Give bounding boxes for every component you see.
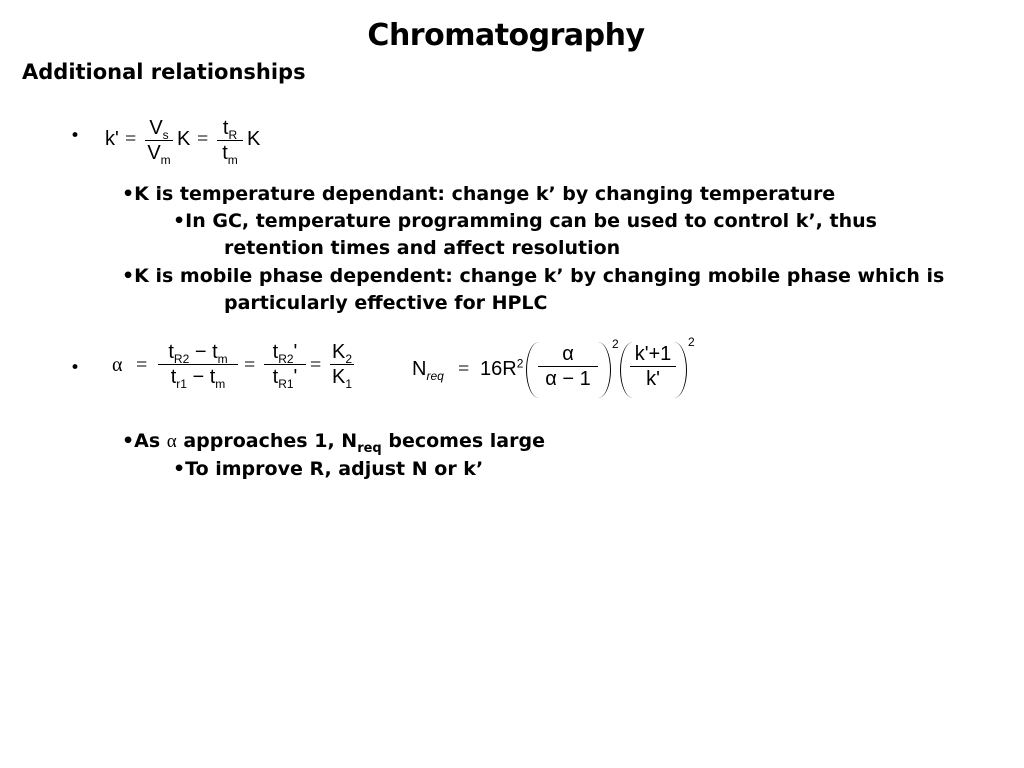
equation-k-prime: [105, 116, 275, 176]
slide-title: Chromatography: [367, 18, 645, 53]
equation-alpha: [112, 340, 362, 402]
eq2-equals-2: =: [244, 354, 256, 376]
note-alpha-approaches-one: •As α approaches 1, $N_{req}$ becomes large: [122, 430, 545, 456]
eq1-equals-2: =: [197, 128, 209, 150]
eq2-equals-3: =: [310, 354, 322, 376]
eq3-coefficient: $16R^2$: [480, 356, 524, 380]
equation-n-required: $N_{req}$ = $16R^2$ α α − 1 2 k'+1 k' 2: [412, 336, 712, 406]
eq3-paren-close-2: [674, 342, 687, 398]
section-heading: Additional relationships: [22, 60, 306, 84]
note-gc-programming: •In GC, temperature programming can be used to control k’, thus: [173, 210, 877, 232]
eq1-equals: =: [125, 128, 137, 150]
eq3-fraction-k: k'+1 k': [630, 342, 676, 391]
eq3-paren-close-1: [598, 342, 611, 398]
eq1-fraction-t: $t_R$ $t_m$: [217, 116, 243, 165]
note-k-mobile-phase: •K is mobile phase dependent: change k’ by changing mobile phase which is: [122, 265, 945, 287]
eq1-fraction-v: $V_s$ $V_m$: [145, 116, 173, 165]
eq2-fraction-c: $K_2$ $K_1$: [331, 341, 353, 391]
eq2-alpha: α: [112, 354, 123, 376]
eq3-n: $N_{req}$: [412, 358, 444, 383]
note-gc-programming-cont: retention times and affect resolution: [224, 237, 621, 259]
eq2-fraction-a: $t_{R2} - t_m$ $t_{r1} - t_m$: [158, 340, 238, 389]
bullet-1: •: [70, 126, 81, 146]
eq3-equals: =: [458, 358, 470, 380]
note-improve-resolution: •To improve R, adjust N or k’: [173, 458, 484, 480]
eq3-fraction-alpha: α α − 1: [538, 342, 598, 391]
eq1-lhs: k': [105, 128, 119, 150]
note-k-temperature: •K is temperature dependant: change k’ by changing temperature: [122, 183, 836, 205]
eq1-k-1: K: [177, 128, 191, 150]
note-k-mobile-phase-cont: particularly effective for HPLC: [224, 292, 548, 314]
eq2-equals-1: =: [136, 354, 148, 376]
eq2-fraction-b: $t_{R2}'$ $t_{R1}'$: [264, 340, 306, 389]
bullet-2: •: [70, 358, 81, 378]
eq1-k-2: K: [247, 128, 261, 150]
